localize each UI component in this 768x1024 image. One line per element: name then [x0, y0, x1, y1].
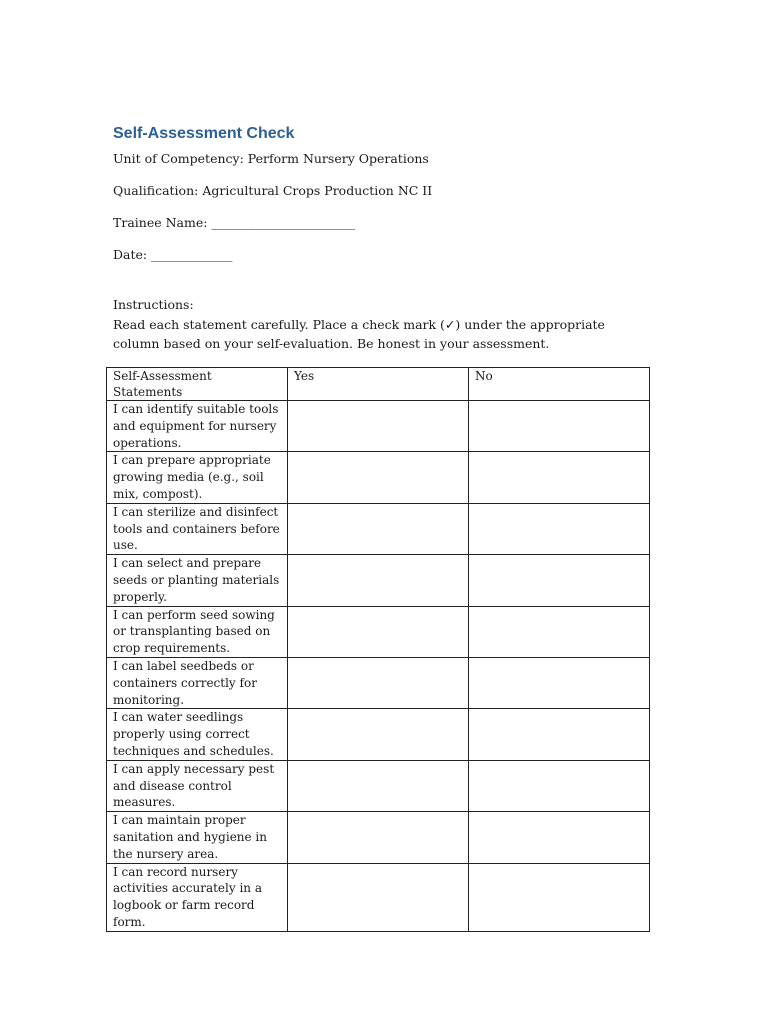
- table-header-row: [107, 368, 650, 401]
- no-cell[interactable]: [469, 452, 650, 503]
- yes-cell[interactable]: [288, 863, 469, 931]
- table-row: [107, 555, 650, 606]
- header-no: No: [469, 368, 650, 401]
- document-page: [113, 124, 673, 353]
- yes-cell[interactable]: [288, 709, 469, 760]
- statement-cell: I can apply necessary pest and disease control measures.: [107, 760, 288, 811]
- statement-cell: I can label seedbeds or containers correctly for monitoring.: [107, 657, 288, 708]
- table-row: [107, 452, 650, 503]
- yes-cell[interactable]: [288, 812, 469, 863]
- table-row: [107, 863, 650, 931]
- no-cell[interactable]: [469, 606, 650, 657]
- yes-cell[interactable]: [288, 452, 469, 503]
- no-cell[interactable]: [469, 709, 650, 760]
- yes-cell[interactable]: [288, 606, 469, 657]
- no-cell[interactable]: [469, 812, 650, 863]
- table-row: [107, 606, 650, 657]
- date-field: Date: _____________: [113, 247, 233, 262]
- table-row: [107, 812, 650, 863]
- statement-cell: I can record nursery activities accurately in a logbook or farm record form.: [107, 863, 288, 931]
- no-cell[interactable]: [469, 863, 650, 931]
- self-assessment-table: [106, 367, 650, 932]
- table-row: [107, 503, 650, 554]
- no-cell[interactable]: [469, 401, 650, 452]
- yes-cell[interactable]: [288, 555, 469, 606]
- yes-cell[interactable]: [288, 503, 469, 554]
- no-cell[interactable]: [469, 657, 650, 708]
- table-row: [107, 709, 650, 760]
- statement-cell: I can maintain proper sanitation and hygiene in the nursery area.: [107, 812, 288, 863]
- document-title: Self-Assessment Check: [113, 125, 295, 142]
- statement-cell: I can perform seed sowing or transplanting based on crop requirements.: [107, 606, 288, 657]
- no-cell[interactable]: [469, 503, 650, 554]
- instructions-text: Read each statement carefully. Place a check mark (✓) under the appropriate column based on your self-evaluation. Be honest in your assessment.: [113, 317, 605, 351]
- yes-cell[interactable]: [288, 657, 469, 708]
- qualification: Qualification: Agricultural Crops Production NC II: [113, 183, 433, 198]
- table-row: [107, 401, 650, 452]
- unit-of-competency: Unit of Competency: Perform Nursery Operations: [113, 151, 429, 166]
- statement-cell: I can identify suitable tools and equipment for nursery operations.: [107, 401, 288, 452]
- statement-cell: I can select and prepare seeds or planting materials properly.: [107, 555, 288, 606]
- table-row: [107, 760, 650, 811]
- yes-cell[interactable]: [288, 401, 469, 452]
- statement-cell: I can water seedlings properly using correct techniques and schedules.: [107, 709, 288, 760]
- no-cell[interactable]: [469, 760, 650, 811]
- statement-cell: I can prepare appropriate growing media (e.g., soil mix, compost).: [107, 452, 288, 503]
- trainee-name-field: Trainee Name: _______________________: [113, 215, 356, 230]
- header-statements: Self-Assessment Statements: [107, 368, 288, 401]
- yes-cell[interactable]: [288, 760, 469, 811]
- header-yes: Yes: [288, 368, 469, 401]
- statement-cell: I can sterilize and disinfect tools and containers before use.: [107, 503, 288, 554]
- instructions-heading: Instructions:: [113, 297, 194, 312]
- no-cell[interactable]: [469, 555, 650, 606]
- table-row: [107, 657, 650, 708]
